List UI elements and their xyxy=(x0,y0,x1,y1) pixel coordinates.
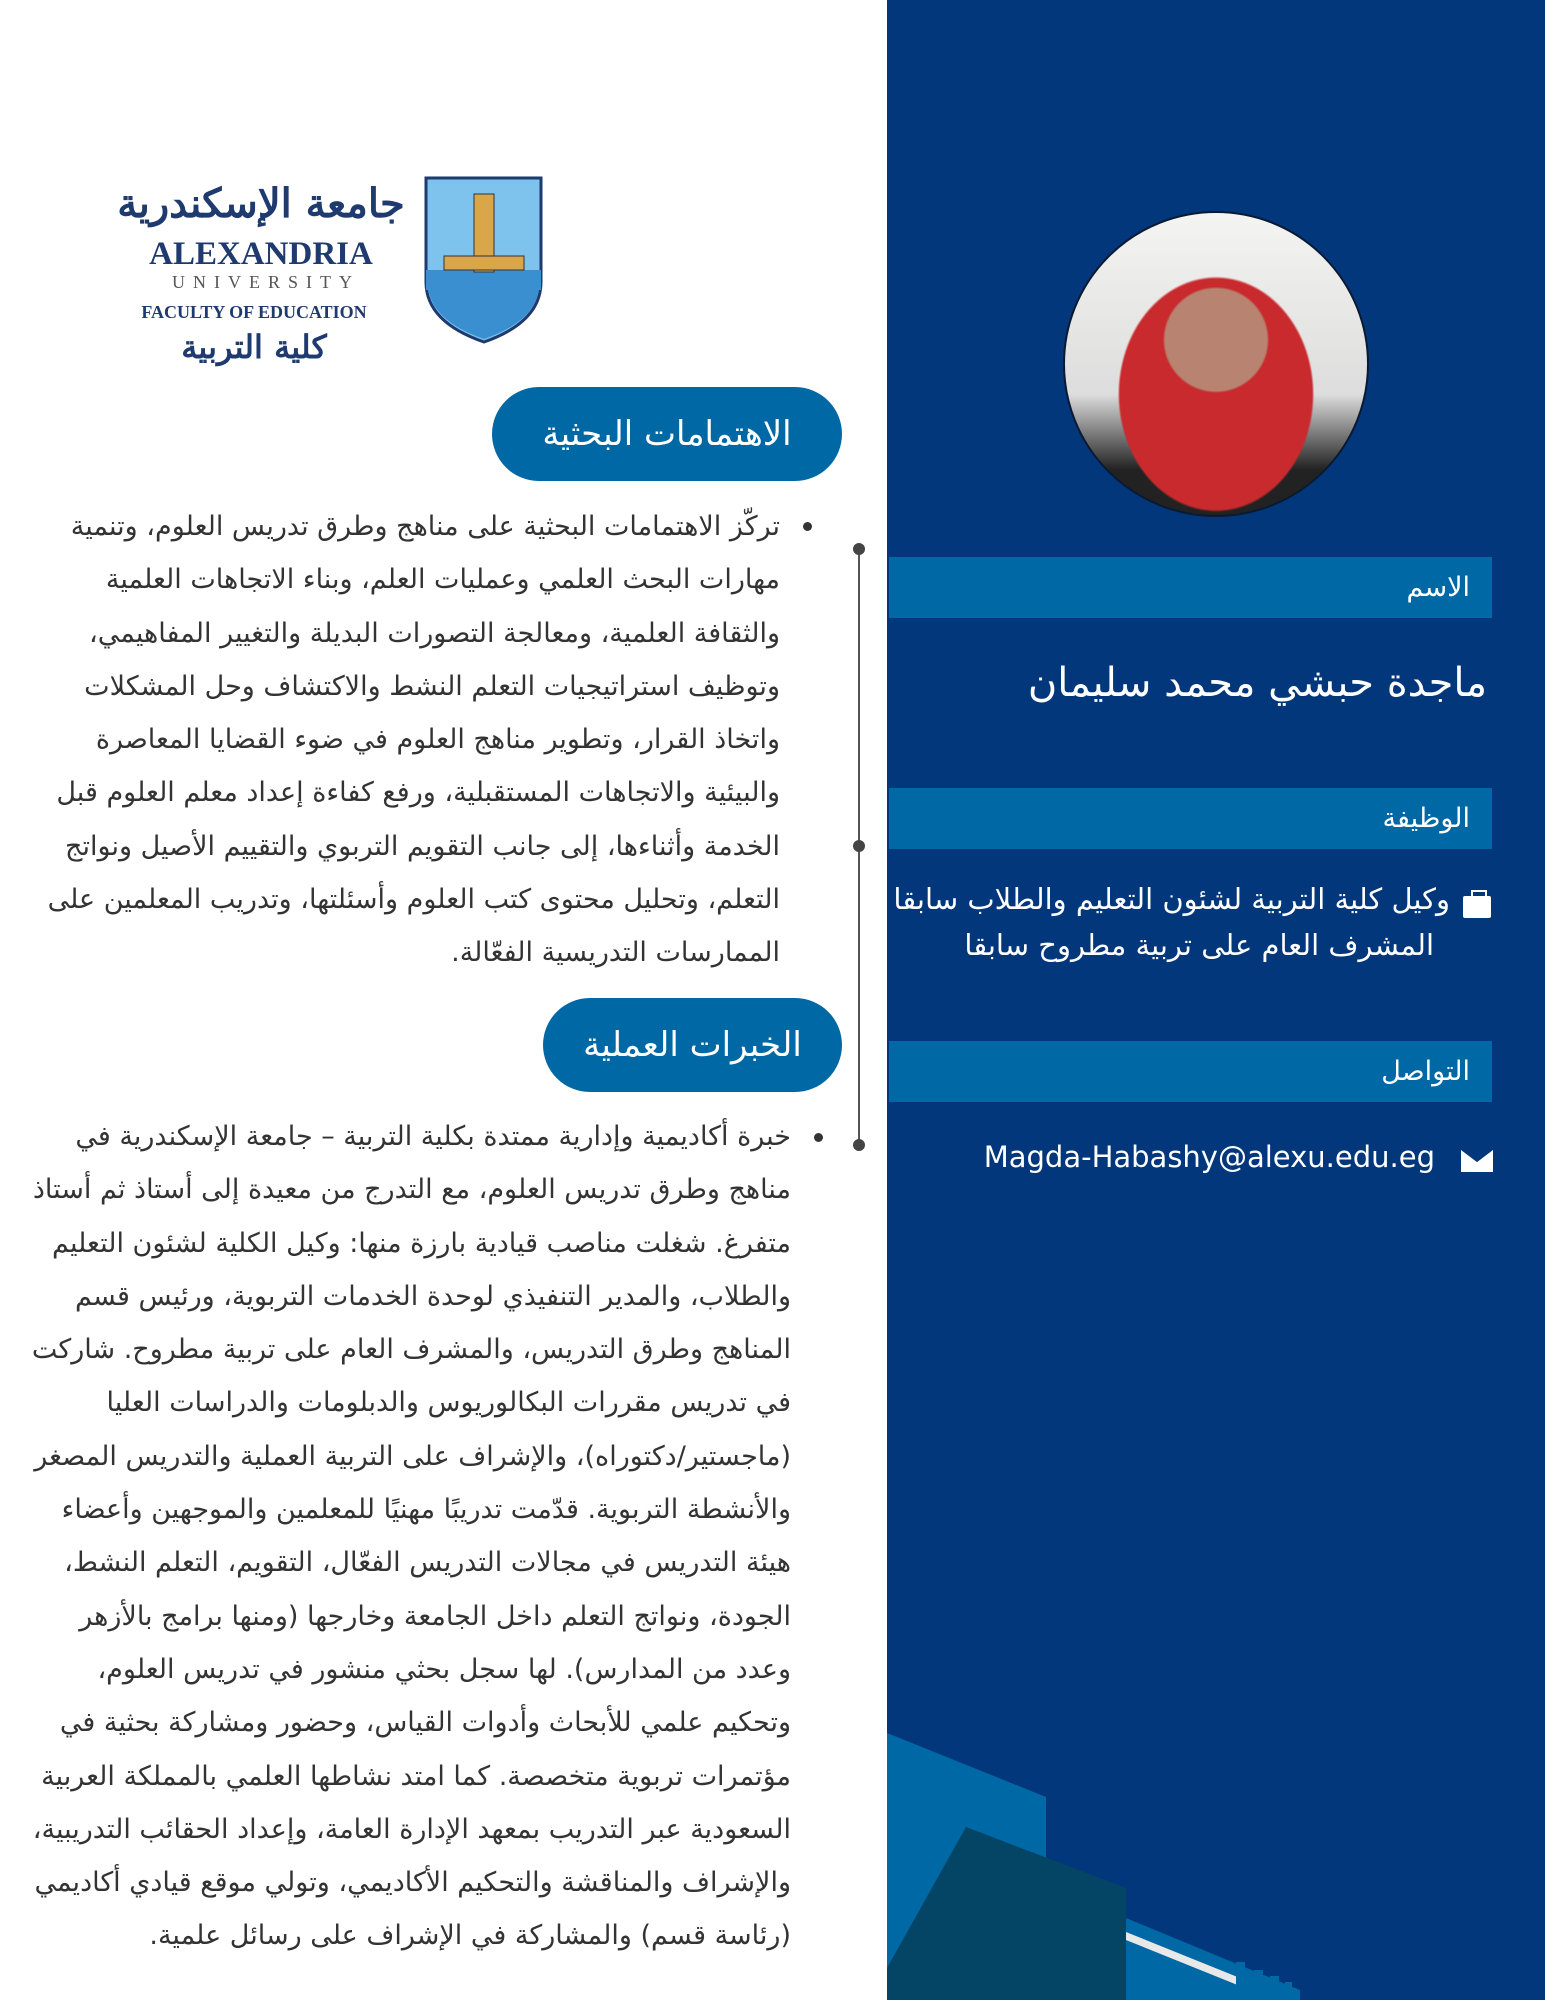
stripe-bar xyxy=(1236,1962,1245,2000)
contact-label: التواصل xyxy=(889,1041,1492,1102)
name-label: الاسم xyxy=(889,557,1492,618)
email-link[interactable]: Magda-Habashy@alexu.edu.eg xyxy=(983,1140,1435,1174)
profile-photo xyxy=(1063,211,1369,517)
research-text: تركّز الاهتمامات البحثية على مناهج وطرق تدريس العلوم، وتنمية مهارات البحث العلمي وعمليات العلم، وبناء الاتجاهات العلمية والثقافة العلمية، ومعالجة التصورات البديلة والتغيير المفاهيمي، وتوظيف استراتيجيات التعلم النشط والاكتشاف وحل المشكلات واتخاذ القرار، وتطوير مناهج العلوم في ضوء القضايا المعاصرة والبيئية والاتجاهات المستقبلية، ورفع كفاءة إعداد معلم العلوم قبل الخدمة وأثناءها، إلى جانب التقويم التربوي والتقييم الأصيل ونواتج التعلم، وتحليل محتوى كتب العلوم وأسئلتها، وتدريب المعلمين على الممارسات التدريسية الفعّالة. xyxy=(47,511,780,969)
timeline-dot xyxy=(853,1139,865,1151)
job-line: وكيل كلية التربية لشئون التعليم والطلاب سابقا xyxy=(893,882,1450,916)
job-text xyxy=(850,876,1450,968)
stripe-bar xyxy=(1254,1970,1263,2000)
research-section-title: الاهتمامات البحثية xyxy=(492,387,842,481)
timeline-dot xyxy=(853,543,865,555)
logo-faculty-text: FACULTY OF EDUCATION xyxy=(141,302,367,322)
experience-section-title: الخبرات العملية xyxy=(543,998,842,1092)
job-label: الوظيفة xyxy=(889,788,1492,849)
timeline-dot xyxy=(853,840,865,852)
stripe-bar xyxy=(1270,1976,1279,2000)
stripe-bar xyxy=(1285,1982,1292,2000)
bullet-icon xyxy=(814,1133,823,1142)
logo-university-text: ALEXANDRIA xyxy=(149,236,373,272)
logo-sub-text: UNIVERSITY xyxy=(172,272,360,292)
logo-faculty-arabic: كلية التربية xyxy=(181,328,327,366)
experience-text: خبرة أكاديمية وإدارية ممتدة بكلية التربية – جامعة الإسكندرية في مناهج وطرق تدريس العلوم، مع التدرج من معيدة إلى أستاذ ثم أستاذ متفرغ. شغلت مناصب قيادية بارزة منها: وكيل الكلية لشئون التعليم والطلاب، والمدير التنفيذي لوحدة الخدمات التربوية، ورئيس قسم المناهج وطرق التدريس، والمشرف العام على تربية مطروح. شاركت في تدريس مقررات البكالوريوس والدبلومات والدراسات العليا (ماجستير/دكتوراه)، والإشراف على التربية العملية والتدريس المصغر والأنشطة التربوية. قدّمت تدريبًا مهنيًا للمعلمين والموجهين وأعضاء هيئة التدريس في مجالات التدريس الفعّال، التقويم، التعلم النشط، الجودة، ونواتج التعلم داخل الجامعة وخارجها (ومنها برامج بالأزهر وعدد من المدارس). لها سجل بحثي منشور في تدريس العلوم، وتحكيم علمي للأبحاث وأدوات القياس، وحضور ومشاركة بحثية في مؤتمرات تربوية متخصصة. كما امتد نشاطها العلمي بالمملكة العربية السعودية عبر التدريب بمعهد الإدارة العامة، وإعداد الحقائب التدريبية، والإشراف والمناقشة والتحكيم الأكاديمي، وتولي موقع قيادي أكاديمي (رئاسة قسم) والمشاركة في الإشراف على رسائل علمية. xyxy=(31,1121,791,1952)
person-name: ماجدة حبشي محمد سليمان xyxy=(1027,660,1487,706)
logo-arabic-text: جامعة الإسكندرية xyxy=(117,180,405,227)
university-logo xyxy=(117,172,546,372)
bullet-icon xyxy=(803,522,812,531)
briefcase-icon xyxy=(1463,896,1491,918)
job-line: المشرف العام على تربية مطروح سابقا xyxy=(964,928,1434,962)
